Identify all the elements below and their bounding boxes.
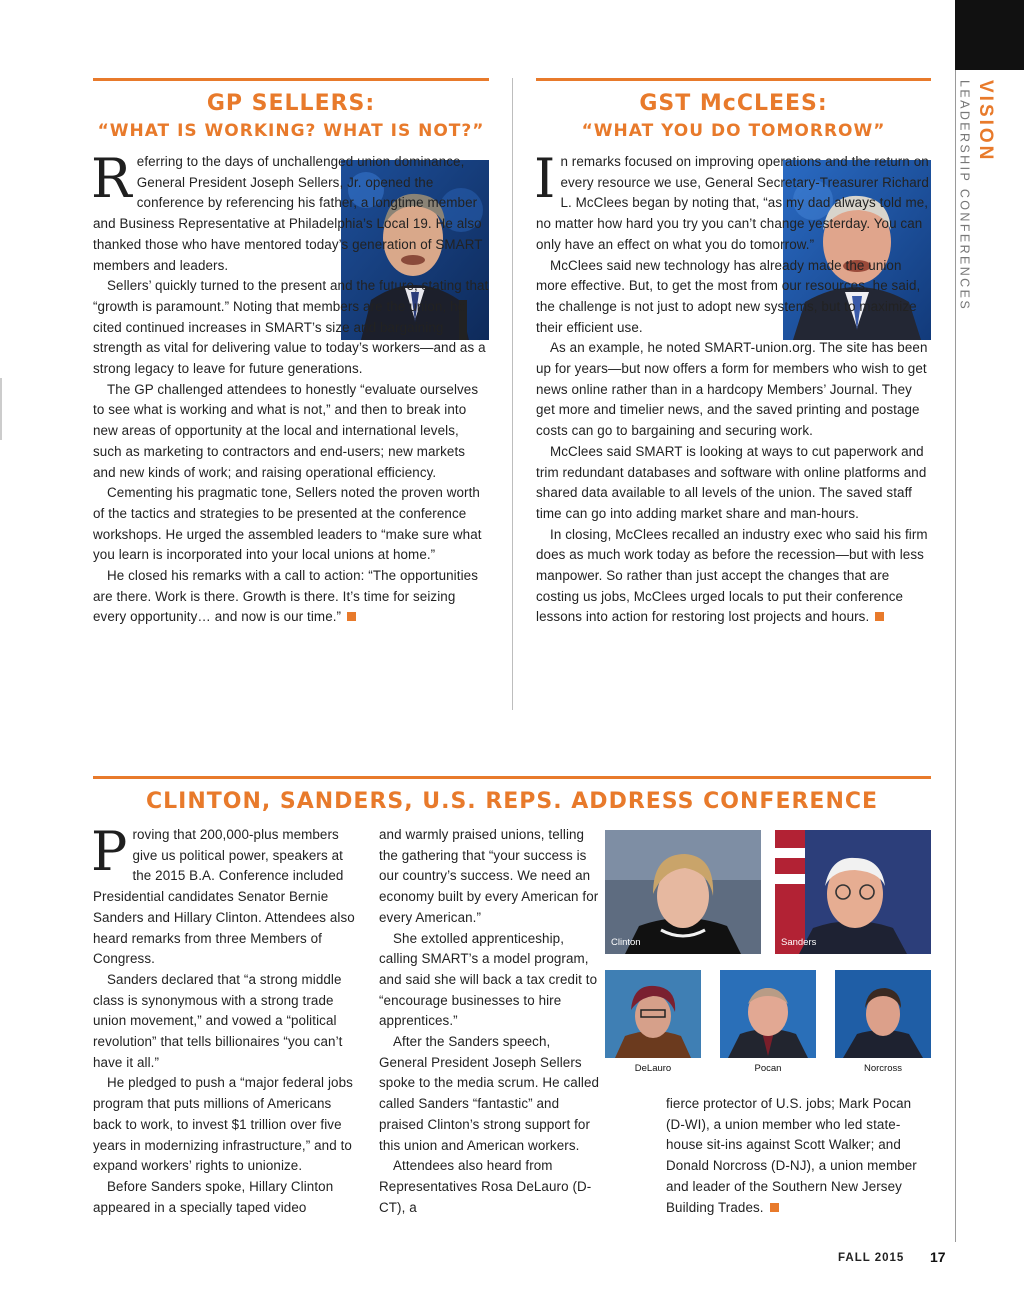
article-right-body xyxy=(534,147,931,628)
sanders-photo xyxy=(775,830,931,954)
paragraph: He pledged to push a “major federal jobs program that puts millions of Americans back to work, to invest $1 trillion over five years in modernizing infrastructure,” and to expand workers’ rights to unionize. xyxy=(93,1075,353,1174)
article-bottom-col1 xyxy=(91,820,355,1218)
end-mark xyxy=(875,612,884,621)
caption-pocan: Pocan xyxy=(754,1063,782,1074)
column-divider xyxy=(512,78,513,710)
section-divider xyxy=(955,70,956,1242)
paragraph: Sellers’ quickly turned to the present and the future, stating that “growth is paramount.” Noting that members are the union, he cited continued increases in SMART’s size and bargaining strength as vital for delivering value to today’s workers—and as a strong legacy to leave for future generations. xyxy=(93,278,489,377)
article-bottom-col3 xyxy=(666,1094,931,1218)
paragraph: roving that 200,000-plus members give us political power, speakers at the 2015 B.A. Conference included Presidential candidates Senator Bernie Sanders and Hillary Clinton. Attendees also heard remarks from three Members of Congress. xyxy=(93,827,355,967)
paragraph: Attendees also heard from Representatives Rosa DeLauro (D-CT), a xyxy=(379,1158,592,1215)
article-right-subtitle: “WHAT YOU DO TOMORROW” xyxy=(581,121,886,141)
clinton-photo xyxy=(605,830,761,954)
paragraph: McClees said SMART is looking at ways to cut paperwork and trim redundant databases and software with online platforms and shared data available to all levels of the union. The saved staff time can go into adding market share and man-hours. xyxy=(536,443,927,521)
paragraph: Cementing his pragmatic tone, Sellers noted the proven worth of the tactics and strategies to be presented at the conference workshops. He urged the assembled leaders to “make sure what you learn is incorporated into your local unions at home.” xyxy=(93,485,482,563)
caption-clinton: Clinton xyxy=(611,937,641,948)
paragraph: Before Sanders spoke, Hillary Clinton appeared in a specially taped video xyxy=(93,1178,334,1215)
paragraph: n remarks focused on improving operations and the return on every resource we use, General Secretary-Treasurer Richard L. McClees began by noting that, “as my dad always told me, no matter how hard you try you can’t change yesterday. You can only have an effect on what you do tomorrow.” xyxy=(536,154,929,252)
paragraph: fierce protector of U.S. jobs; Mark Pocan (D-WI), a union member who led state-house sit-ins against Scott Walker; and Donald Norcross (D-NJ), a union member and leader of the Southern New Jersey Building Trades. xyxy=(666,1096,917,1215)
article-left-rule xyxy=(93,78,489,81)
article-left-body xyxy=(91,147,489,628)
paragraph: She extolled apprenticeship, calling SMART’s a model program, and said she will back a tax credit to “encourage businesses to hire apprentices.” xyxy=(379,930,598,1029)
caption-sanders: Sanders xyxy=(781,937,817,948)
caption-norcross: Norcross xyxy=(863,1063,902,1074)
end-mark xyxy=(770,1203,779,1212)
article-bottom-title: CLINTON, SANDERS, U.S. REPS. ADDRESS CONFERENCE xyxy=(145,789,879,814)
article-bottom-rule xyxy=(93,776,931,779)
subsection-label: LEADERSHIP CONFERENCES xyxy=(957,80,972,312)
page-number: 17 xyxy=(930,1249,946,1265)
section-tab-block xyxy=(955,0,1024,70)
drop-cap: P xyxy=(91,820,128,883)
article-bottom-col2 xyxy=(379,825,601,1218)
article-left-title: GP SELLERS: xyxy=(206,91,376,116)
paragraph: After the Sanders speech, General President Joseph Sellers spoke to the media scrum. He called called Sanders “fantastic” and praised Clinton’s strong support for this union and American workers. xyxy=(379,1034,600,1153)
drop-cap: R xyxy=(91,147,132,210)
pocan-photo xyxy=(720,970,816,1058)
paragraph: As an example, he noted SMART-union.org. The site has been up for years—but now offers a form for members who wish to get news online rather than in a hardcopy Members’ Journal. They get more and timelier news, and the saved printing and postage costs can go to bargaining and securing work. xyxy=(536,340,928,439)
end-mark xyxy=(347,612,356,621)
paragraph: In closing, McClees recalled an industry exec who said his firm does as much work today as before the recession—but with less manpower. So rather than just accept the changes that are costing us jobs, McClees urged locals to put their conference lessons into action for restoring lost projects and hours. xyxy=(536,526,928,625)
paragraph: Sanders declared that “a strong middle class is synonymous with a strong trade union movement,” and vowed a “political revolution” that tells billionaires “you can’t have it all.” xyxy=(93,971,343,1070)
paragraph: and warmly praised unions, telling the gathering that “your success is our country’s success. We need an economy built by every American for every American.” xyxy=(379,827,599,925)
paragraph: He closed his remarks with a call to action: “The opportunities are there. Work is there. Growth is there. It’s time for seizing every opportunity… and now is our time.” xyxy=(93,568,478,625)
article-right-title: GST McCLEES: xyxy=(639,91,828,116)
page-edge-mark xyxy=(0,378,2,440)
paragraph: The GP challenged attendees to honestly “evaluate ourselves to see what is working and what is not,” and then to break into new areas of opportunity at the local and international levels, such as marketing to contractors and end-users; new markets and new kinds of work; and raising operational efficiency. xyxy=(93,381,479,480)
norcross-photo xyxy=(835,970,931,1058)
article-left-subtitle: “WHAT IS WORKING? WHAT IS NOT?” xyxy=(97,121,485,141)
section-label: VISION xyxy=(975,80,996,163)
delauro-photo xyxy=(605,970,701,1058)
drop-cap: I xyxy=(534,147,556,210)
caption-delauro: DeLauro xyxy=(634,1063,672,1074)
article-right-rule xyxy=(536,78,931,81)
paragraph: eferring to the days of unchallenged union dominance, General President Joseph Sellers, Jr. opened the conference by referencing his father, a longtime member and Business Representative at Philadelphia’s Local 19. He also thanked those who have mentored today’s generation of SMART members and leaders. xyxy=(93,154,483,273)
paragraph: McClees said new technology has already made the union more effective. But, to get the most from our resources, he said, the challenge is not just to adopt new systems, but to maximize their efficient use. xyxy=(536,257,921,335)
issue-label: FALL 2015 xyxy=(838,1252,905,1264)
